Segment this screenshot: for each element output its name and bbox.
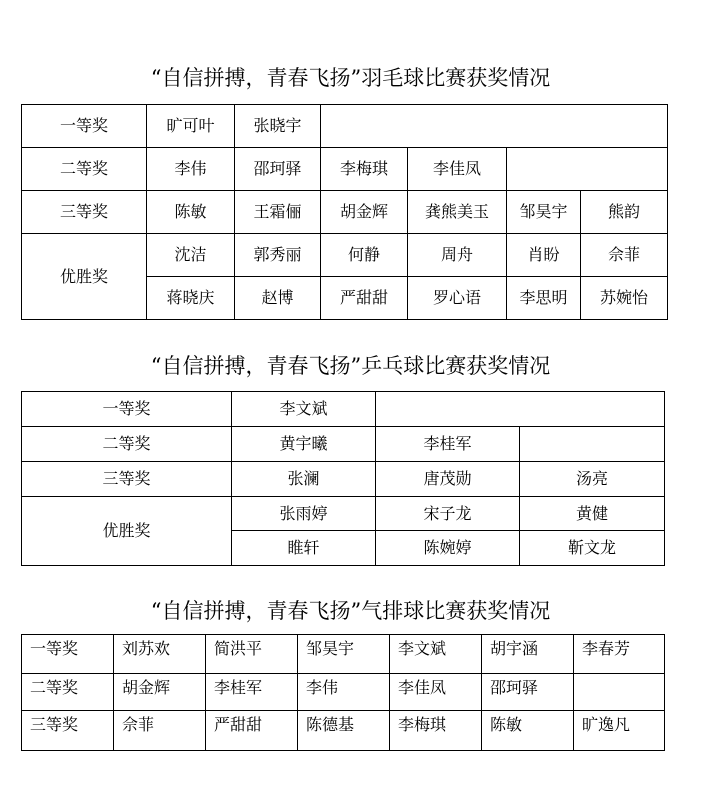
award-label-second: 二等奖 xyxy=(22,427,232,462)
award-label-merit: 优胜奖 xyxy=(22,234,147,320)
winner-name: 严甜甜 xyxy=(206,711,298,751)
table-row xyxy=(22,497,665,531)
winner-name: 李文斌 xyxy=(232,392,376,427)
winner-name: 靳文龙 xyxy=(520,531,665,566)
table-row xyxy=(22,635,665,674)
award-label-second: 二等奖 xyxy=(22,148,147,191)
winner-name: 郭秀丽 xyxy=(235,234,321,277)
empty-cell xyxy=(507,148,668,191)
winner-name: 唐茂勋 xyxy=(376,462,520,497)
winner-name: 李思明 xyxy=(507,277,581,320)
winner-name: 肖盼 xyxy=(507,234,581,277)
winner-name: 旷可叶 xyxy=(147,105,235,148)
winner-name: 李伟 xyxy=(147,148,235,191)
table-row xyxy=(22,711,665,751)
winner-name: 刘苏欢 xyxy=(114,635,206,674)
winner-name: 王霜俪 xyxy=(235,191,321,234)
winner-name: 何静 xyxy=(321,234,408,277)
winner-name: 李春芳 xyxy=(574,635,665,674)
winner-name: 李桂军 xyxy=(206,674,298,711)
winner-name: 佘菲 xyxy=(114,711,206,751)
winner-name: 李梅琪 xyxy=(321,148,408,191)
winner-name: 陈敏 xyxy=(482,711,574,751)
winner-name: 李梅琪 xyxy=(390,711,482,751)
empty-cell xyxy=(376,392,665,427)
winner-name: 沈洁 xyxy=(147,234,235,277)
winner-name: 熊韵 xyxy=(581,191,668,234)
winner-name: 旷逸凡 xyxy=(574,711,665,751)
winner-name: 黄健 xyxy=(520,497,665,531)
table-tennis-title: “自信拼搏，青春飞扬”乒乓球比赛获奖情况 xyxy=(150,354,551,378)
winner-name: 周舟 xyxy=(408,234,507,277)
winner-name: 黄宇曦 xyxy=(232,427,376,462)
table-row xyxy=(22,674,665,711)
winner-name: 李佳凤 xyxy=(390,674,482,711)
empty-cell xyxy=(520,427,665,462)
winner-name: 蒋晓庆 xyxy=(147,277,235,320)
winner-name: 胡金辉 xyxy=(114,674,206,711)
winner-name: 简洪平 xyxy=(206,635,298,674)
empty-cell xyxy=(321,105,668,148)
winner-name: 张雨婷 xyxy=(232,497,376,531)
air-volleyball-awards-table xyxy=(21,634,665,751)
winner-name: 龚熊美玉 xyxy=(408,191,507,234)
winner-name: 严甜甜 xyxy=(321,277,408,320)
table-row xyxy=(22,462,665,497)
table-row xyxy=(22,392,665,427)
award-label-third: 三等奖 xyxy=(22,191,147,234)
winner-name: 胡宇涵 xyxy=(482,635,574,674)
winner-name: 李桂军 xyxy=(376,427,520,462)
winner-name: 汤亮 xyxy=(520,462,665,497)
award-label-third: 三等奖 xyxy=(22,462,232,497)
winner-name: 张澜 xyxy=(232,462,376,497)
winner-name: 赵博 xyxy=(235,277,321,320)
winner-name: 胡金辉 xyxy=(321,191,408,234)
winner-name: 佘菲 xyxy=(581,234,668,277)
table-row xyxy=(22,427,665,462)
winner-name: 宋子龙 xyxy=(376,497,520,531)
award-label-merit: 优胜奖 xyxy=(22,497,232,566)
winner-name: 李文斌 xyxy=(390,635,482,674)
table-tennis-awards-table xyxy=(21,391,665,566)
winner-name: 罗心语 xyxy=(408,277,507,320)
winner-name: 邵珂驿 xyxy=(482,674,574,711)
award-label-first: 一等奖 xyxy=(22,392,232,427)
award-label-first: 一等奖 xyxy=(22,635,114,674)
winner-name: 李伟 xyxy=(298,674,390,711)
table-row xyxy=(22,234,668,277)
award-label-first: 一等奖 xyxy=(22,105,147,148)
winner-name: 邹昊宇 xyxy=(298,635,390,674)
table-row xyxy=(22,105,668,148)
winner-name: 邹昊宇 xyxy=(507,191,581,234)
winner-name: 李佳凤 xyxy=(408,148,507,191)
badminton-awards-table xyxy=(21,104,668,320)
winner-name: 苏婉怡 xyxy=(581,277,668,320)
table-row xyxy=(22,191,668,234)
winner-name: 邵珂驿 xyxy=(235,148,321,191)
award-label-third: 三等奖 xyxy=(22,711,114,751)
winner-name: 陈德基 xyxy=(298,711,390,751)
empty-cell xyxy=(574,674,665,711)
winner-name: 陈敏 xyxy=(147,191,235,234)
award-label-second: 二等奖 xyxy=(22,674,114,711)
winner-name: 张晓宇 xyxy=(235,105,321,148)
table-row xyxy=(22,148,668,191)
winner-name: 陈婉婷 xyxy=(376,531,520,566)
winner-name: 睢轩 xyxy=(232,531,376,566)
badminton-title: “自信拼搏，青春飞扬”羽毛球比赛获奖情况 xyxy=(150,66,551,90)
air-volleyball-title: “自信拼搏，青春飞扬”气排球比赛获奖情况 xyxy=(150,599,551,623)
